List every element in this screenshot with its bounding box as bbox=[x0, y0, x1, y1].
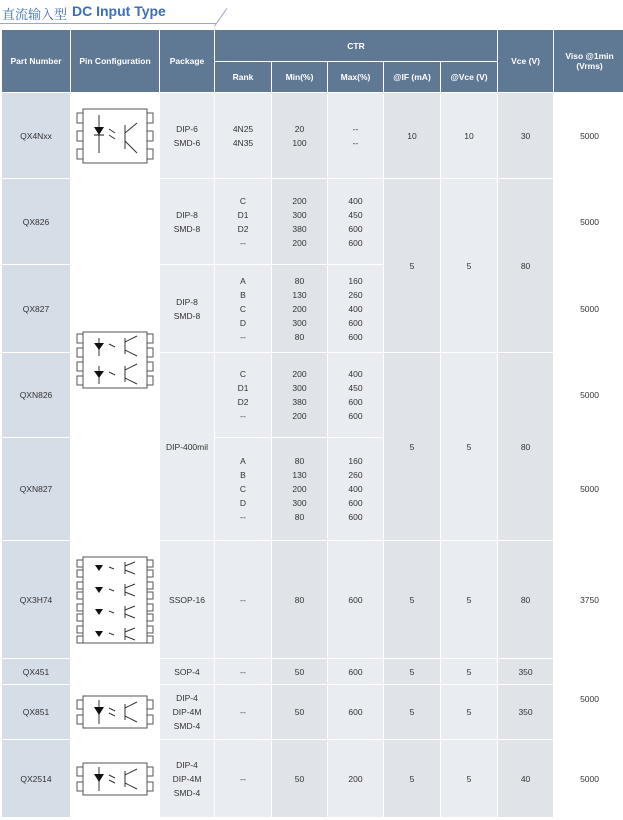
package: DIP-400mil bbox=[160, 353, 214, 540]
rank: -- bbox=[215, 659, 271, 684]
max-value: 400 bbox=[348, 484, 363, 494]
rank-value: A bbox=[240, 456, 246, 466]
rank-value: D1 bbox=[237, 383, 249, 393]
rank bbox=[215, 438, 271, 540]
package bbox=[160, 685, 214, 739]
min: 80 bbox=[272, 541, 327, 658]
min-value: 80 bbox=[294, 331, 305, 342]
rank-value: -- bbox=[240, 331, 246, 342]
package-line: DIP-6 bbox=[176, 123, 198, 134]
pin-config-cell bbox=[71, 659, 159, 684]
rank bbox=[215, 265, 271, 352]
min bbox=[272, 93, 327, 178]
vce-at-value: 5 bbox=[441, 740, 497, 817]
min-value: 130 bbox=[292, 289, 307, 300]
package-line: DIP-4M bbox=[172, 773, 202, 784]
header-part-number: Part Number bbox=[2, 30, 70, 92]
package: SSOP-16 bbox=[160, 541, 214, 658]
part-number: QX827 bbox=[2, 265, 70, 352]
max-value: 160 bbox=[348, 275, 363, 286]
min bbox=[272, 438, 327, 540]
if-value: 5 bbox=[384, 179, 440, 352]
rank-value: -- bbox=[240, 512, 246, 522]
max: 600 bbox=[328, 685, 383, 739]
max-value: -- bbox=[352, 123, 359, 134]
if-value: 5 bbox=[384, 659, 440, 684]
max bbox=[328, 179, 383, 264]
header-if: @IF (mA) bbox=[384, 62, 440, 92]
package bbox=[160, 93, 214, 178]
max-value: 600 bbox=[348, 237, 363, 248]
min-value: 300 bbox=[292, 209, 307, 220]
min-value: 200 bbox=[292, 237, 307, 248]
min-value: 80 bbox=[294, 275, 305, 286]
rank-value: C bbox=[239, 484, 247, 494]
part-number: QXN827 bbox=[2, 438, 70, 540]
table-row bbox=[2, 659, 623, 684]
table-row bbox=[2, 685, 623, 739]
max-value: 600 bbox=[348, 331, 363, 342]
table-row bbox=[2, 541, 623, 658]
vce-at-value: 5 bbox=[441, 659, 497, 684]
rank: -- bbox=[215, 740, 271, 817]
rank-value: D2 bbox=[237, 223, 249, 234]
min: 50 bbox=[272, 685, 327, 739]
max: 600 bbox=[328, 659, 383, 684]
if-value: 10 bbox=[384, 93, 440, 178]
rank-value: C bbox=[239, 369, 247, 379]
vce-value: 40 bbox=[498, 740, 553, 817]
min-value: 200 bbox=[292, 411, 307, 421]
max bbox=[328, 93, 383, 178]
part-number: QX826 bbox=[2, 179, 70, 264]
package-line: DIP-4 bbox=[176, 759, 198, 770]
rank-value: 4N35 bbox=[232, 137, 254, 148]
max-value: 160 bbox=[348, 456, 363, 466]
rank-value: 4N25 bbox=[232, 123, 254, 134]
viso-value: 5000 bbox=[554, 659, 623, 739]
vce-at-value: 5 bbox=[441, 541, 497, 658]
max-value: 600 bbox=[348, 498, 363, 508]
package bbox=[160, 265, 214, 352]
min-value: 80 bbox=[294, 456, 305, 466]
header-package: Package bbox=[160, 30, 214, 92]
package: SOP-4 bbox=[160, 659, 214, 684]
table-row bbox=[2, 179, 623, 264]
part-number: QX4Nxx bbox=[2, 93, 70, 178]
if-value: 5 bbox=[384, 353, 440, 540]
rank-value: D2 bbox=[237, 397, 249, 407]
viso-value: 3750 bbox=[554, 541, 623, 658]
min-value: 300 bbox=[292, 317, 307, 328]
max-value: 400 bbox=[348, 195, 363, 206]
min: 50 bbox=[272, 659, 327, 684]
viso-value: 5000 bbox=[554, 93, 623, 178]
min-value: 200 bbox=[292, 195, 307, 206]
min-value: 20 bbox=[294, 123, 305, 134]
part-number: QX2514 bbox=[2, 740, 70, 817]
max bbox=[328, 438, 383, 540]
package bbox=[160, 179, 214, 264]
single-channel-6pin-icon bbox=[75, 105, 155, 167]
title-english: DC Input Type bbox=[72, 3, 166, 19]
max: 200 bbox=[328, 740, 383, 817]
max-value: -- bbox=[352, 137, 359, 148]
table-row bbox=[2, 93, 623, 178]
part-number: QX851 bbox=[2, 685, 70, 739]
viso-value: 5000 bbox=[554, 353, 623, 437]
max bbox=[328, 353, 383, 437]
package-line: DIP-4M bbox=[172, 707, 202, 717]
max-value: 400 bbox=[348, 369, 363, 379]
rank-value: B bbox=[240, 289, 246, 300]
if-value: 5 bbox=[384, 541, 440, 658]
package-line: SMD-4 bbox=[173, 787, 201, 798]
max-value: 260 bbox=[348, 470, 363, 480]
min-value: 300 bbox=[292, 498, 307, 508]
vce-at-value: 10 bbox=[441, 93, 497, 178]
package bbox=[160, 740, 214, 817]
if-value: 5 bbox=[384, 685, 440, 739]
max: 600 bbox=[328, 541, 383, 658]
pin-config-cell bbox=[71, 93, 159, 178]
max bbox=[328, 265, 383, 352]
viso-value: 5000 bbox=[554, 438, 623, 540]
quad-channel-16pin-icon bbox=[75, 554, 155, 646]
min bbox=[272, 353, 327, 437]
max-value: 600 bbox=[348, 411, 363, 421]
pin-config-cell bbox=[71, 179, 159, 540]
max-value: 600 bbox=[348, 223, 363, 234]
pin-config-cell bbox=[71, 541, 159, 658]
min-value: 380 bbox=[292, 223, 307, 234]
package-line: SMD-6 bbox=[173, 137, 201, 148]
min-value: 300 bbox=[292, 383, 307, 393]
package-line: DIP-8 bbox=[176, 296, 198, 307]
header-pin-configuration: Pin Configuration bbox=[71, 30, 159, 92]
package-line: SMD-8 bbox=[173, 223, 201, 234]
vce-value: 80 bbox=[498, 353, 553, 540]
rank: -- bbox=[215, 685, 271, 739]
rank-value: A bbox=[240, 275, 246, 286]
header-rank: Rank bbox=[215, 62, 271, 92]
part-number: QXN826 bbox=[2, 353, 70, 437]
viso-value: 5000 bbox=[554, 265, 623, 352]
package-line: SMD-8 bbox=[173, 310, 201, 321]
rank-value: C bbox=[239, 195, 247, 206]
rank-value: D1 bbox=[237, 209, 249, 220]
package-line: DIP-8 bbox=[176, 209, 198, 220]
rank-value: D bbox=[239, 498, 247, 508]
title-bar bbox=[0, 0, 623, 26]
header-vce-at: @Vce (V) bbox=[441, 62, 497, 92]
min bbox=[272, 265, 327, 352]
rank-value: D bbox=[239, 317, 247, 328]
max-value: 400 bbox=[348, 303, 363, 314]
rank: -- bbox=[215, 541, 271, 658]
min-value: 200 bbox=[292, 303, 307, 314]
title-chinese: 直流输入型 bbox=[2, 8, 68, 23]
single-channel-4pin-icon bbox=[75, 692, 155, 732]
rank-value: B bbox=[240, 470, 246, 480]
min-value: 200 bbox=[292, 369, 307, 379]
vce-value: 80 bbox=[498, 541, 553, 658]
header-min: Min(%) bbox=[272, 62, 327, 92]
rank bbox=[215, 179, 271, 264]
rank-value: C bbox=[239, 303, 247, 314]
header-max: Max(%) bbox=[328, 62, 383, 92]
viso-value: 5000 bbox=[554, 740, 623, 817]
vce-at-value: 5 bbox=[441, 353, 497, 540]
vce-value: 30 bbox=[498, 93, 553, 178]
max-value: 600 bbox=[348, 512, 363, 522]
min-value: 130 bbox=[292, 470, 307, 480]
dual-channel-8pin-icon bbox=[75, 328, 155, 392]
rank-value: -- bbox=[240, 237, 246, 248]
package-line: DIP-4 bbox=[176, 693, 198, 703]
vce-value: 350 bbox=[498, 685, 553, 739]
max-value: 600 bbox=[348, 397, 363, 407]
vce-at-value: 5 bbox=[441, 685, 497, 739]
table-row bbox=[2, 740, 623, 817]
single-channel-4pin-icon bbox=[75, 759, 155, 799]
min-value: 200 bbox=[292, 484, 307, 494]
pin-config-cell bbox=[71, 685, 159, 739]
header-ctr: CTR bbox=[215, 30, 497, 61]
pin-config-cell bbox=[71, 740, 159, 817]
spec-table bbox=[1, 29, 623, 818]
header-vce: Vce (V) bbox=[498, 30, 553, 92]
header-viso: Viso @1min (Vrms) bbox=[554, 30, 623, 92]
min-value: 100 bbox=[292, 137, 307, 148]
vce-value: 80 bbox=[498, 179, 553, 352]
part-number: QX3H74 bbox=[2, 541, 70, 658]
package-line: SMD-4 bbox=[173, 721, 201, 731]
max-value: 260 bbox=[348, 289, 363, 300]
min: 50 bbox=[272, 740, 327, 817]
min-value: 380 bbox=[292, 397, 307, 407]
if-value: 5 bbox=[384, 740, 440, 817]
max-value: 600 bbox=[348, 317, 363, 328]
min-value: 80 bbox=[294, 512, 305, 522]
rank bbox=[215, 93, 271, 178]
max-value: 450 bbox=[348, 383, 363, 393]
rank bbox=[215, 353, 271, 437]
min bbox=[272, 179, 327, 264]
vce-value: 350 bbox=[498, 659, 553, 684]
max-value: 450 bbox=[348, 209, 363, 220]
part-number: QX451 bbox=[2, 659, 70, 684]
viso-value: 5000 bbox=[554, 179, 623, 264]
title-underline bbox=[0, 23, 216, 24]
rank-value: -- bbox=[240, 411, 246, 421]
title-slash bbox=[214, 8, 227, 27]
vce-at-value: 5 bbox=[441, 179, 497, 352]
